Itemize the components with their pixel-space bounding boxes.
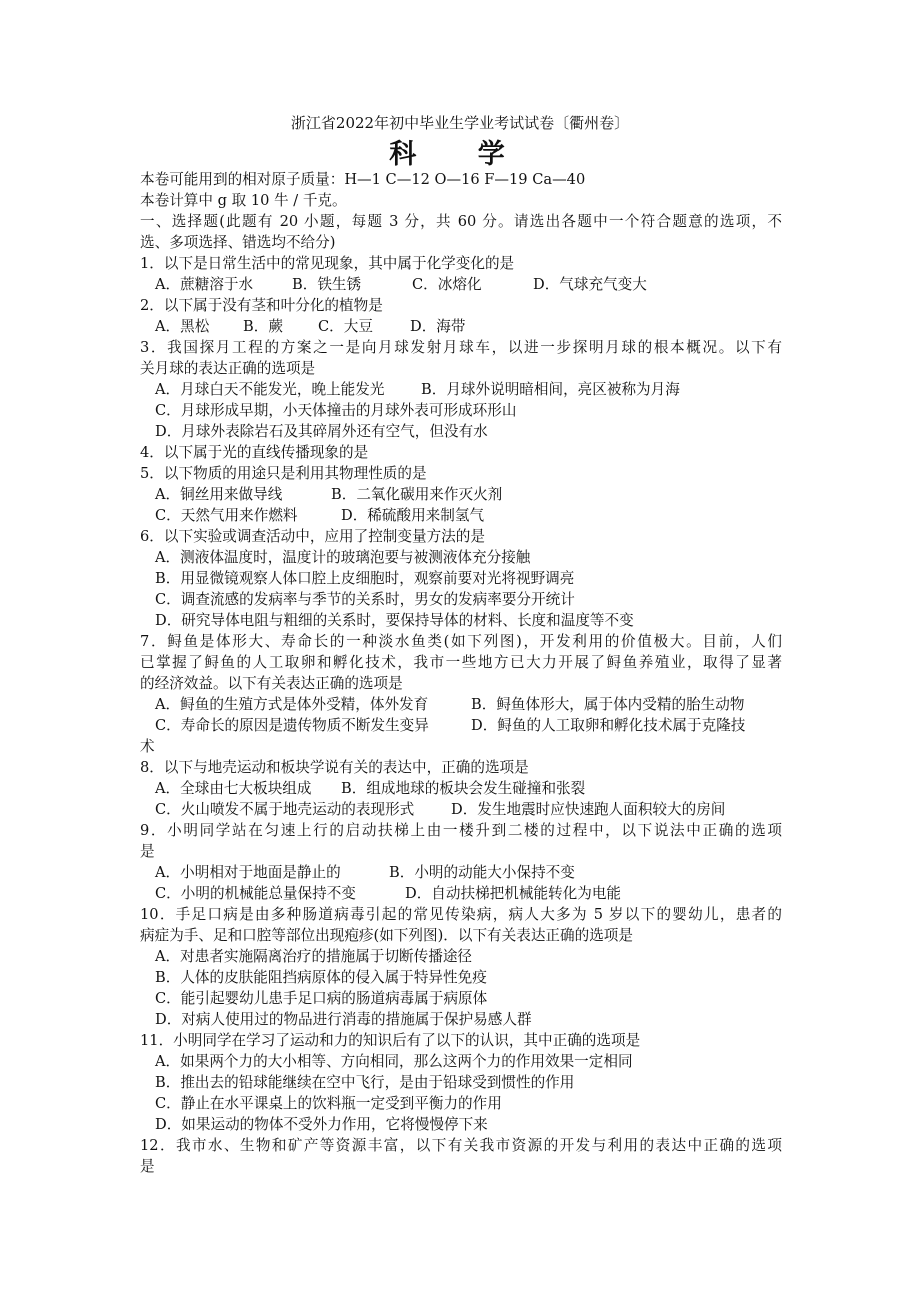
- q1-option-b: B．铁生锈: [292, 276, 362, 293]
- atomic-mass-note: 本卷可能用到的相对原子质量：H—1 C—12 O—16 F—19 Ca—40: [140, 171, 586, 188]
- question-8-stem: 8．以下与地壳运动和板块学说有关的表达中，正确的选项是: [140, 759, 529, 776]
- q10-option-c: C．能引起婴幼儿患手足口病的肠道病毒属于病原体: [155, 990, 488, 1007]
- q3-option-a: A．月球白天不能发光，晚上能发光: [155, 381, 385, 398]
- question-4-stem: 4．以下属于光的直线传播现象的是: [140, 444, 369, 461]
- q6-option-a: A．测液体温度时，温度计的玻璃泡要与被测液体充分接触: [155, 549, 531, 566]
- q6-option-c: C．调查流感的发病率与季节的关系时，男女的发病率要分开统计: [155, 591, 575, 608]
- q2-option-d: D．海带: [410, 318, 466, 335]
- section-heading: 一、选择题(此题有 20 小题，每题 3 分，共 60 分。请选出各题中一个符合题意的选项，不: [140, 213, 782, 230]
- exam-subtitle: 浙江省2022年初中毕业生学业考试试卷〔衢州卷〕: [290, 114, 630, 132]
- question-9-stem-cont: 是: [140, 843, 155, 860]
- q7-option-c: C．寿命长的原因是遗传物质不断发生变异: [155, 717, 429, 734]
- q2-option-b: B．蕨: [243, 318, 283, 335]
- question-7-stem-cont: 已掌握了鲟鱼的人工取卵和孵化技术，我市一些地方已大力开展了鲟鱼养殖业，取得了显著: [140, 654, 782, 671]
- question-3-stem: 3．我国探月工程的方案之一是向月球发射月球车，以进一步探明月球的根本概况。以下有: [140, 339, 782, 356]
- question-7-stem-end: 的经济效益。以下有关表达正确的选项是: [140, 675, 403, 692]
- question-2-stem: 2．以下属于没有茎和叶分化的植物是: [140, 297, 383, 314]
- q3-option-b: B．月球外说明暗相间，亮区被称为月海: [421, 381, 680, 398]
- question-9-options-ab: [155, 862, 787, 883]
- question-1-stem: 1．以下是日常生活中的常见现象，其中属于化学变化的是: [140, 255, 515, 272]
- q1-option-d: D．气球充气变大: [533, 276, 647, 293]
- q1-option-a: A．蔗糖溶于水: [155, 276, 254, 293]
- question-12-stem: 12．我市水、生物和矿产等资源丰富，以下有关我市资源的开发与利用的表达中正确的选项: [140, 1137, 782, 1154]
- q9-option-b: B．小明的动能大小保持不变: [389, 864, 575, 881]
- question-6-stem: 6．以下实验或调查活动中，应用了控制变量方法的是: [140, 528, 485, 545]
- question-7-options-ab: [155, 694, 787, 715]
- q5-option-b: B．二氧化碳用来作灭火剂: [331, 486, 503, 503]
- q9-option-a: A．小明相对于地面是静止的: [155, 864, 341, 881]
- q1-option-c: C．冰熔化: [412, 276, 482, 293]
- q2-option-c: C．大豆: [318, 318, 373, 335]
- q8-option-c: C．火山喷发不属于地壳运动的表现形式: [155, 801, 415, 818]
- question-3-stem-cont: 关月球的表达正确的选项是: [140, 360, 316, 377]
- q3-option-c: C．月球形成早期，小天体撞击的月球外表可形成环形山: [155, 402, 517, 419]
- q10-option-a: A．对患者实施隔离治疗的措施属于切断传播途径: [155, 948, 473, 965]
- q7-option-d: D．鲟鱼的人工取卵和孵化技术属于克隆技: [471, 717, 746, 734]
- q11-option-d: D．如果运动的物体不受外力作用，它将慢慢停下来: [155, 1116, 488, 1133]
- question-10-stem: 10．手足口病是由多种肠道病毒引起的常见传染病，病人大多为 5 岁以下的婴幼儿，患者的: [140, 906, 782, 923]
- q8-option-a: A．全球由七大板块组成: [155, 780, 312, 797]
- q5-option-a: A．铜丝用来做导线: [155, 486, 283, 503]
- q8-option-d: D．发生地震时应快速跑人面积较大的房间: [451, 801, 726, 818]
- q7-option-a: A．鲟鱼的生殖方式是体外受精，体外发育: [155, 696, 429, 713]
- question-3-options-ab: [155, 379, 787, 400]
- question-5-stem: 5．以下物质的用途只是利用其物理性质的是: [140, 465, 427, 482]
- q9-option-d: D．自动扶梯把机械能转化为电能: [405, 885, 622, 902]
- q10-option-d: D．对病人使用过的物品进行消毒的措施属于保护易感人群: [155, 1011, 532, 1028]
- q3-option-d: D．月球外表除岩石及其碎屑外还有空气，但没有水: [155, 423, 488, 440]
- q11-option-a: A．如果两个力的大小相等、方向相同，那么这两个力的作用效果一定相同: [155, 1053, 633, 1070]
- q7-option-b: B．鲟鱼体形大，属于体内受精的胎生动物: [471, 696, 745, 713]
- q11-option-b: B．推出去的铅球能继续在空中飞行，是由于铅球受到惯性的作用: [155, 1074, 575, 1091]
- q11-option-c: C．静止在水平课桌上的饮料瓶一定受到平衡力的作用: [155, 1095, 502, 1112]
- question-2-options: [155, 316, 787, 337]
- question-9-options-cd: [155, 883, 787, 904]
- q6-option-b: B．用显微镜观察人体口腔上皮细胞时，观察前要对光将视野调亮: [155, 570, 575, 587]
- question-1-options: [155, 274, 787, 295]
- q2-option-a: A．黑松: [155, 318, 210, 335]
- q9-option-c: C．小明的机械能总量保持不变: [155, 885, 356, 902]
- section-heading-cont: 选、多项选择、错选均不给分): [140, 234, 336, 251]
- q8-option-b: B．组成地球的板块会发生碰撞和张裂: [341, 780, 586, 797]
- question-9-stem: 9．小明同学站在匀速上行的启动扶梯上由一楼升到二楼的过程中，以下说法中正确的选项: [140, 822, 782, 839]
- question-11-stem: 11．小明同学在学习了运动和力的知识后有了以下的认识，其中正确的选项是: [140, 1032, 641, 1049]
- q5-option-c: C．天然气用来作燃料: [155, 507, 298, 524]
- q10-option-b: B．人体的皮肤能阻挡病原体的侵入属于特异性免疫: [155, 969, 487, 986]
- question-7-stem: 7．鲟鱼是体形大、寿命长的一种淡水鱼类(如下列图)，开发利用的价值极大。目前，人们: [140, 633, 782, 650]
- question-5-options-ab: [155, 484, 787, 505]
- question-7-options-cd: [155, 715, 787, 736]
- question-8-options-cd: [155, 799, 787, 820]
- q7-option-d-cont: 术: [140, 738, 155, 755]
- exam-title: 科 学: [389, 139, 531, 170]
- question-8-options-ab: [155, 778, 787, 799]
- gravity-note: 本卷计算中 g 取 10 牛 / 千克。: [140, 192, 347, 209]
- question-5-options-cd: [155, 505, 787, 526]
- q6-option-d: D．研究导体电阻与粗细的关系时，要保持导体的材料、长度和温度等不变: [155, 612, 634, 629]
- question-10-stem-cont: 病症为手、足和口腔等部位出现疱疹(如下列图)．以下有关表达正确的选项是: [140, 927, 633, 944]
- question-12-stem-cont: 是: [140, 1158, 155, 1175]
- q5-option-d: D．稀硫酸用来制氢气: [341, 507, 485, 524]
